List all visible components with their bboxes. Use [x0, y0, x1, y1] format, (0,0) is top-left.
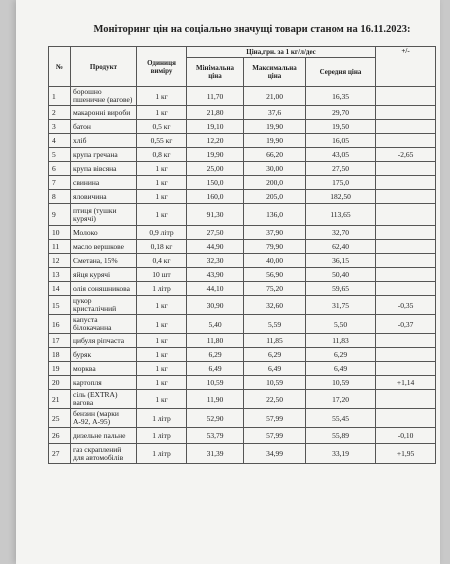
header-product: Продукт	[71, 47, 137, 87]
avg-price: 6,29	[306, 348, 376, 362]
row-number: 4	[49, 134, 71, 148]
min-price: 32,30	[187, 254, 244, 268]
max-price: 79,90	[244, 240, 306, 254]
min-price: 5,40	[187, 315, 244, 334]
product-name: макаронні вироби	[71, 106, 137, 120]
min-price: 27,50	[187, 226, 244, 240]
min-price: 6,29	[187, 348, 244, 362]
avg-price: 16,05	[306, 134, 376, 148]
product-name: сіль (EXTRA) вагова	[71, 390, 137, 409]
unit: 1 кг	[137, 162, 187, 176]
table-row	[49, 87, 436, 106]
table-row	[49, 390, 436, 409]
row-number: 27	[49, 444, 71, 464]
avg-price: 59,65	[306, 282, 376, 296]
min-price: 19,90	[187, 148, 244, 162]
max-price: 56,90	[244, 268, 306, 282]
avg-price: 6,49	[306, 362, 376, 376]
max-price: 10,59	[244, 376, 306, 390]
price-change	[376, 362, 436, 376]
table-row	[49, 268, 436, 282]
table-row	[49, 148, 436, 162]
min-price: 11,90	[187, 390, 244, 409]
avg-price: 32,70	[306, 226, 376, 240]
price-change	[376, 282, 436, 296]
price-change: -0,37	[376, 315, 436, 334]
max-price: 6,49	[244, 362, 306, 376]
table-row	[49, 296, 436, 315]
price-change: -2,65	[376, 148, 436, 162]
max-price: 21,00	[244, 87, 306, 106]
min-price: 160,0	[187, 190, 244, 204]
row-number: 17	[49, 334, 71, 348]
price-change	[376, 226, 436, 240]
avg-price: 55,45	[306, 409, 376, 428]
avg-price: 19,50	[306, 120, 376, 134]
row-number: 8	[49, 190, 71, 204]
price-change: +1,95	[376, 444, 436, 464]
unit: 1 кг	[137, 190, 187, 204]
avg-price: 50,40	[306, 268, 376, 282]
row-number: 26	[49, 428, 71, 444]
max-price: 200,0	[244, 176, 306, 190]
row-number: 6	[49, 162, 71, 176]
min-price: 19,10	[187, 120, 244, 134]
table-row	[49, 106, 436, 120]
row-number: 25	[49, 409, 71, 428]
table-row	[49, 428, 436, 444]
max-price: 30,00	[244, 162, 306, 176]
min-price: 44,90	[187, 240, 244, 254]
avg-price: 11,83	[306, 334, 376, 348]
max-price: 19,90	[244, 120, 306, 134]
product-name: птиця (тушки курячі)	[71, 204, 137, 226]
price-change	[376, 390, 436, 409]
unit: 1 кг	[137, 176, 187, 190]
price-change	[376, 134, 436, 148]
product-name: дизельне пальне	[71, 428, 137, 444]
max-price: 136,0	[244, 204, 306, 226]
avg-price: 55,89	[306, 428, 376, 444]
row-number: 19	[49, 362, 71, 376]
table-row	[49, 334, 436, 348]
unit: 0,55 кг	[137, 134, 187, 148]
avg-price: 62,40	[306, 240, 376, 254]
unit: 1 кг	[137, 296, 187, 315]
row-number: 15	[49, 296, 71, 315]
unit: 0,4 кг	[137, 254, 187, 268]
page-title: Моніторинг цін на соціально значущі товари станом на 16.11.2023:	[93, 24, 411, 35]
min-price: 25,00	[187, 162, 244, 176]
product-name: буряк	[71, 348, 137, 362]
max-price: 37,6	[244, 106, 306, 120]
header-max: Максимальна ціна	[244, 58, 306, 87]
header-unit: Одиниця виміру	[137, 47, 187, 87]
max-price: 66,20	[244, 148, 306, 162]
max-price: 22,50	[244, 390, 306, 409]
table-row	[49, 315, 436, 334]
row-number: 21	[49, 390, 71, 409]
product-name: олія соняшникова	[71, 282, 137, 296]
unit: 1 кг	[137, 334, 187, 348]
header-price-group: Ціна,грн. за 1 кг/л/дес	[187, 47, 376, 58]
unit: 1 кг	[137, 376, 187, 390]
avg-price: 5,50	[306, 315, 376, 334]
table-row	[49, 282, 436, 296]
max-price: 57,99	[244, 409, 306, 428]
min-price: 53,79	[187, 428, 244, 444]
row-number: 5	[49, 148, 71, 162]
product-name: Молоко	[71, 226, 137, 240]
price-change	[376, 87, 436, 106]
price-change	[376, 409, 436, 428]
unit: 1 кг	[137, 348, 187, 362]
header-avg: Середня ціна	[306, 58, 376, 87]
min-price: 21,80	[187, 106, 244, 120]
row-number: 16	[49, 315, 71, 334]
min-price: 150,0	[187, 176, 244, 190]
product-name: крупа гречана	[71, 148, 137, 162]
unit: 1 літр	[137, 282, 187, 296]
product-name: крупа вівсяна	[71, 162, 137, 176]
max-price: 32,60	[244, 296, 306, 315]
price-change	[376, 176, 436, 190]
product-name: борошно пшеничне (вагове)	[71, 87, 137, 106]
min-price: 52,90	[187, 409, 244, 428]
table-row	[49, 120, 436, 134]
max-price: 5,59	[244, 315, 306, 334]
unit: 1 кг	[137, 315, 187, 334]
max-price: 75,20	[244, 282, 306, 296]
table-row	[49, 362, 436, 376]
min-price: 11,80	[187, 334, 244, 348]
table-body	[49, 87, 436, 464]
table-row	[49, 162, 436, 176]
unit: 1 кг	[137, 390, 187, 409]
table-row	[49, 226, 436, 240]
avg-price: 182,50	[306, 190, 376, 204]
table-row	[49, 348, 436, 362]
header-num: №	[49, 47, 71, 87]
row-number: 20	[49, 376, 71, 390]
price-change: +1,14	[376, 376, 436, 390]
avg-price: 31,75	[306, 296, 376, 315]
max-price: 11,85	[244, 334, 306, 348]
min-price: 43,90	[187, 268, 244, 282]
max-price: 34,99	[244, 444, 306, 464]
product-name: цибуля ріпчаста	[71, 334, 137, 348]
product-name: картопля	[71, 376, 137, 390]
unit: 1 кг	[137, 362, 187, 376]
price-change	[376, 120, 436, 134]
avg-price: 33,19	[306, 444, 376, 464]
row-number: 9	[49, 204, 71, 226]
row-number: 10	[49, 226, 71, 240]
avg-price: 43,05	[306, 148, 376, 162]
min-price: 11,70	[187, 87, 244, 106]
product-name: газ скраплений для автомобілів	[71, 444, 137, 464]
table-row	[49, 204, 436, 226]
row-number: 12	[49, 254, 71, 268]
product-name: батон	[71, 120, 137, 134]
avg-price: 113,65	[306, 204, 376, 226]
table-row	[49, 134, 436, 148]
max-price: 19,90	[244, 134, 306, 148]
price-change	[376, 348, 436, 362]
price-change	[376, 240, 436, 254]
min-price: 31,39	[187, 444, 244, 464]
product-name: масло вершкове	[71, 240, 137, 254]
product-name: яйця курячі	[71, 268, 137, 282]
unit: 0,5 кг	[137, 120, 187, 134]
avg-price: 16,35	[306, 87, 376, 106]
table-row	[49, 409, 436, 428]
product-name: морква	[71, 362, 137, 376]
min-price: 6,49	[187, 362, 244, 376]
product-name: бензин (марки А-92, А-95)	[71, 409, 137, 428]
price-change	[376, 268, 436, 282]
min-price: 44,10	[187, 282, 244, 296]
product-name: яловичина	[71, 190, 137, 204]
max-price: 37,90	[244, 226, 306, 240]
unit: 10 шт	[137, 268, 187, 282]
row-number: 11	[49, 240, 71, 254]
avg-price: 36,15	[306, 254, 376, 268]
price-change	[376, 334, 436, 348]
unit: 0,8 кг	[137, 148, 187, 162]
row-number: 14	[49, 282, 71, 296]
price-table	[48, 46, 436, 464]
price-change	[376, 162, 436, 176]
avg-price: 27,50	[306, 162, 376, 176]
price-change	[376, 190, 436, 204]
avg-price: 10,59	[306, 376, 376, 390]
unit: 1 літр	[137, 409, 187, 428]
header-min: Мінімальна ціна	[187, 58, 244, 87]
min-price: 10,59	[187, 376, 244, 390]
table-row	[49, 240, 436, 254]
unit: 1 кг	[137, 106, 187, 120]
product-name: цукор кристалічний	[71, 296, 137, 315]
min-price: 91,30	[187, 204, 244, 226]
product-name: свинина	[71, 176, 137, 190]
avg-price: 175,0	[306, 176, 376, 190]
unit: 1 кг	[137, 204, 187, 226]
unit: 1 літр	[137, 444, 187, 464]
table-row	[49, 376, 436, 390]
unit: 0,9 літр	[137, 226, 187, 240]
row-number: 1	[49, 87, 71, 106]
max-price: 6,29	[244, 348, 306, 362]
document-page	[16, 0, 440, 564]
unit: 1 кг	[137, 87, 187, 106]
min-price: 30,90	[187, 296, 244, 315]
price-change	[376, 106, 436, 120]
price-change	[376, 204, 436, 226]
price-change	[376, 254, 436, 268]
min-price: 12,20	[187, 134, 244, 148]
row-number: 13	[49, 268, 71, 282]
product-name: Сметана, 15%	[71, 254, 137, 268]
table-row	[49, 254, 436, 268]
price-change: -0,35	[376, 296, 436, 315]
max-price: 205,0	[244, 190, 306, 204]
avg-price: 29,70	[306, 106, 376, 120]
table-row	[49, 176, 436, 190]
row-number: 7	[49, 176, 71, 190]
product-name: хліб	[71, 134, 137, 148]
table-row	[49, 190, 436, 204]
product-name: капуста білокачанна	[71, 315, 137, 334]
max-price: 40,00	[244, 254, 306, 268]
avg-price: 17,20	[306, 390, 376, 409]
max-price: 57,99	[244, 428, 306, 444]
table-row	[49, 444, 436, 464]
header-diff: +/-	[376, 47, 436, 87]
row-number: 3	[49, 120, 71, 134]
row-number: 18	[49, 348, 71, 362]
row-number: 2	[49, 106, 71, 120]
unit: 1 літр	[137, 428, 187, 444]
unit: 0,18 кг	[137, 240, 187, 254]
price-change: -0,10	[376, 428, 436, 444]
